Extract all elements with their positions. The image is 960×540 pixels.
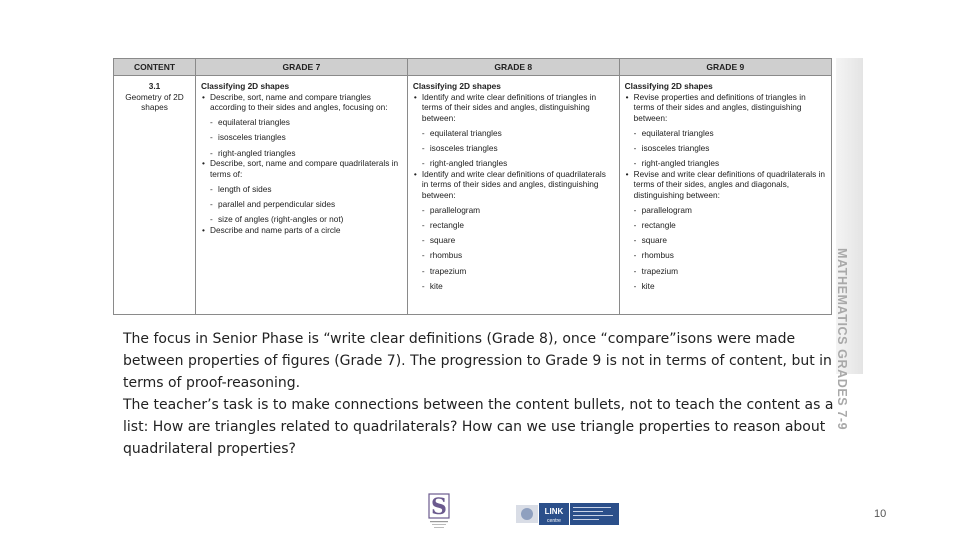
grade-9-list — [625, 92, 826, 292]
bullet-item: • Identify and write clear definitions of triangles in terms of their sides and angles, distinguishing between: — [413, 92, 614, 124]
sub-item: - right-angled triangles — [413, 158, 614, 169]
sub-item: - equilateral triangles — [625, 128, 826, 139]
sub-item: - trapezium — [413, 266, 614, 277]
header-grade-8: GRADE 8 — [407, 59, 619, 76]
bullet-item: • Revise properties and definitions of triangles in terms of their sides and angles, distinguishing between: — [625, 92, 826, 124]
sub-item: - size of angles (right-angles or not) — [201, 214, 402, 225]
caption-paragraph-2: The teacher’s task is to make connections between the content bullets, not to teach the content as a list: How are triangles related to quadrilaterals? How can we use triangle properties to reason about quadrilateral properties? — [123, 397, 834, 457]
sidebar-label: MATHEMATICS GRADES 7-9 — [835, 248, 849, 431]
section-topic: Geometry of 2D shapes — [125, 91, 184, 113]
curriculum-table — [114, 59, 831, 315]
bullet-item: • Describe, sort, name and compare triangles according to their sides and angles, focusing on: — [201, 92, 402, 113]
link-logo-subtext: centre — [547, 518, 561, 524]
sub-item: - kite — [625, 281, 826, 292]
sub-item: - right-angled triangles — [625, 158, 826, 169]
grade-7-list — [201, 92, 402, 236]
grade-9-heading: Classifying 2D shapes — [624, 81, 713, 91]
bullet-item: • Revise and write clear definitions of quadrilaterals in terms of their sides, angles and diagonals, distinguishing between: — [625, 169, 826, 201]
sub-item: - square — [625, 235, 826, 246]
sub-item: - isosceles triangles — [625, 143, 826, 154]
curriculum-table-image — [113, 58, 832, 315]
sub-item: - equilateral triangles — [413, 128, 614, 139]
bullet-item: • Describe, sort, name and compare quadrilaterals in terms of: — [201, 158, 402, 179]
grade-7-cell — [196, 76, 408, 316]
table-header-row — [114, 59, 831, 76]
section-number: 3.1 — [148, 81, 161, 91]
svg-text:S: S — [431, 494, 447, 520]
sub-item: - parallelogram — [625, 205, 826, 216]
sub-item: - equilateral triangles — [201, 117, 402, 128]
sub-item: - parallel and perpendicular sides — [201, 199, 402, 210]
grade-7-heading: Classifying 2D shapes — [201, 81, 290, 91]
link-logo-text: LINK — [544, 507, 564, 516]
sub-item: - parallelogram — [413, 205, 614, 216]
header-grade-7: GRADE 7 — [196, 59, 408, 76]
header-grade-9: GRADE 9 — [619, 59, 831, 76]
sub-item: - right-angled triangles — [201, 148, 402, 159]
page-number: 10 — [874, 508, 887, 520]
sub-item: - rhombus — [413, 250, 614, 261]
caption-text — [123, 328, 853, 460]
grade-8-cell — [407, 76, 619, 316]
sub-item: - rhombus — [625, 250, 826, 261]
sub-item: - square — [413, 235, 614, 246]
link-centre-logo — [515, 503, 619, 525]
sub-item: - length of sides — [201, 184, 402, 195]
sub-item: - rectangle — [625, 220, 826, 231]
grade-9-cell — [619, 76, 831, 316]
sub-item: - rectangle — [413, 220, 614, 231]
caption-paragraph-1: The focus in Senior Phase is “write clear definitions (Grade 8), once “compare”isons were made between properties of figures (Grade 7). The progression to Grade 9 is not in terms of content, but in terms of proof-reasoning. — [123, 331, 832, 391]
document-sidebar — [835, 58, 863, 431]
sub-item: - isosceles triangles — [201, 132, 402, 143]
sub-item: - kite — [413, 281, 614, 292]
bullet-item: • Describe and name parts of a circle — [201, 225, 402, 236]
bullet-item: • Identify and write clear definitions of quadrilaterals in terms of their sides and angles, distinguishing between: — [413, 169, 614, 201]
sub-item: - trapezium — [625, 266, 826, 277]
table-row — [114, 76, 831, 316]
content-cell — [114, 76, 196, 316]
grade-8-heading: Classifying 2D shapes — [412, 81, 501, 91]
university-crest-logo — [426, 492, 452, 530]
header-content: CONTENT — [114, 59, 196, 76]
sub-item: - isosceles triangles — [413, 143, 614, 154]
grade-8-list — [413, 92, 614, 292]
